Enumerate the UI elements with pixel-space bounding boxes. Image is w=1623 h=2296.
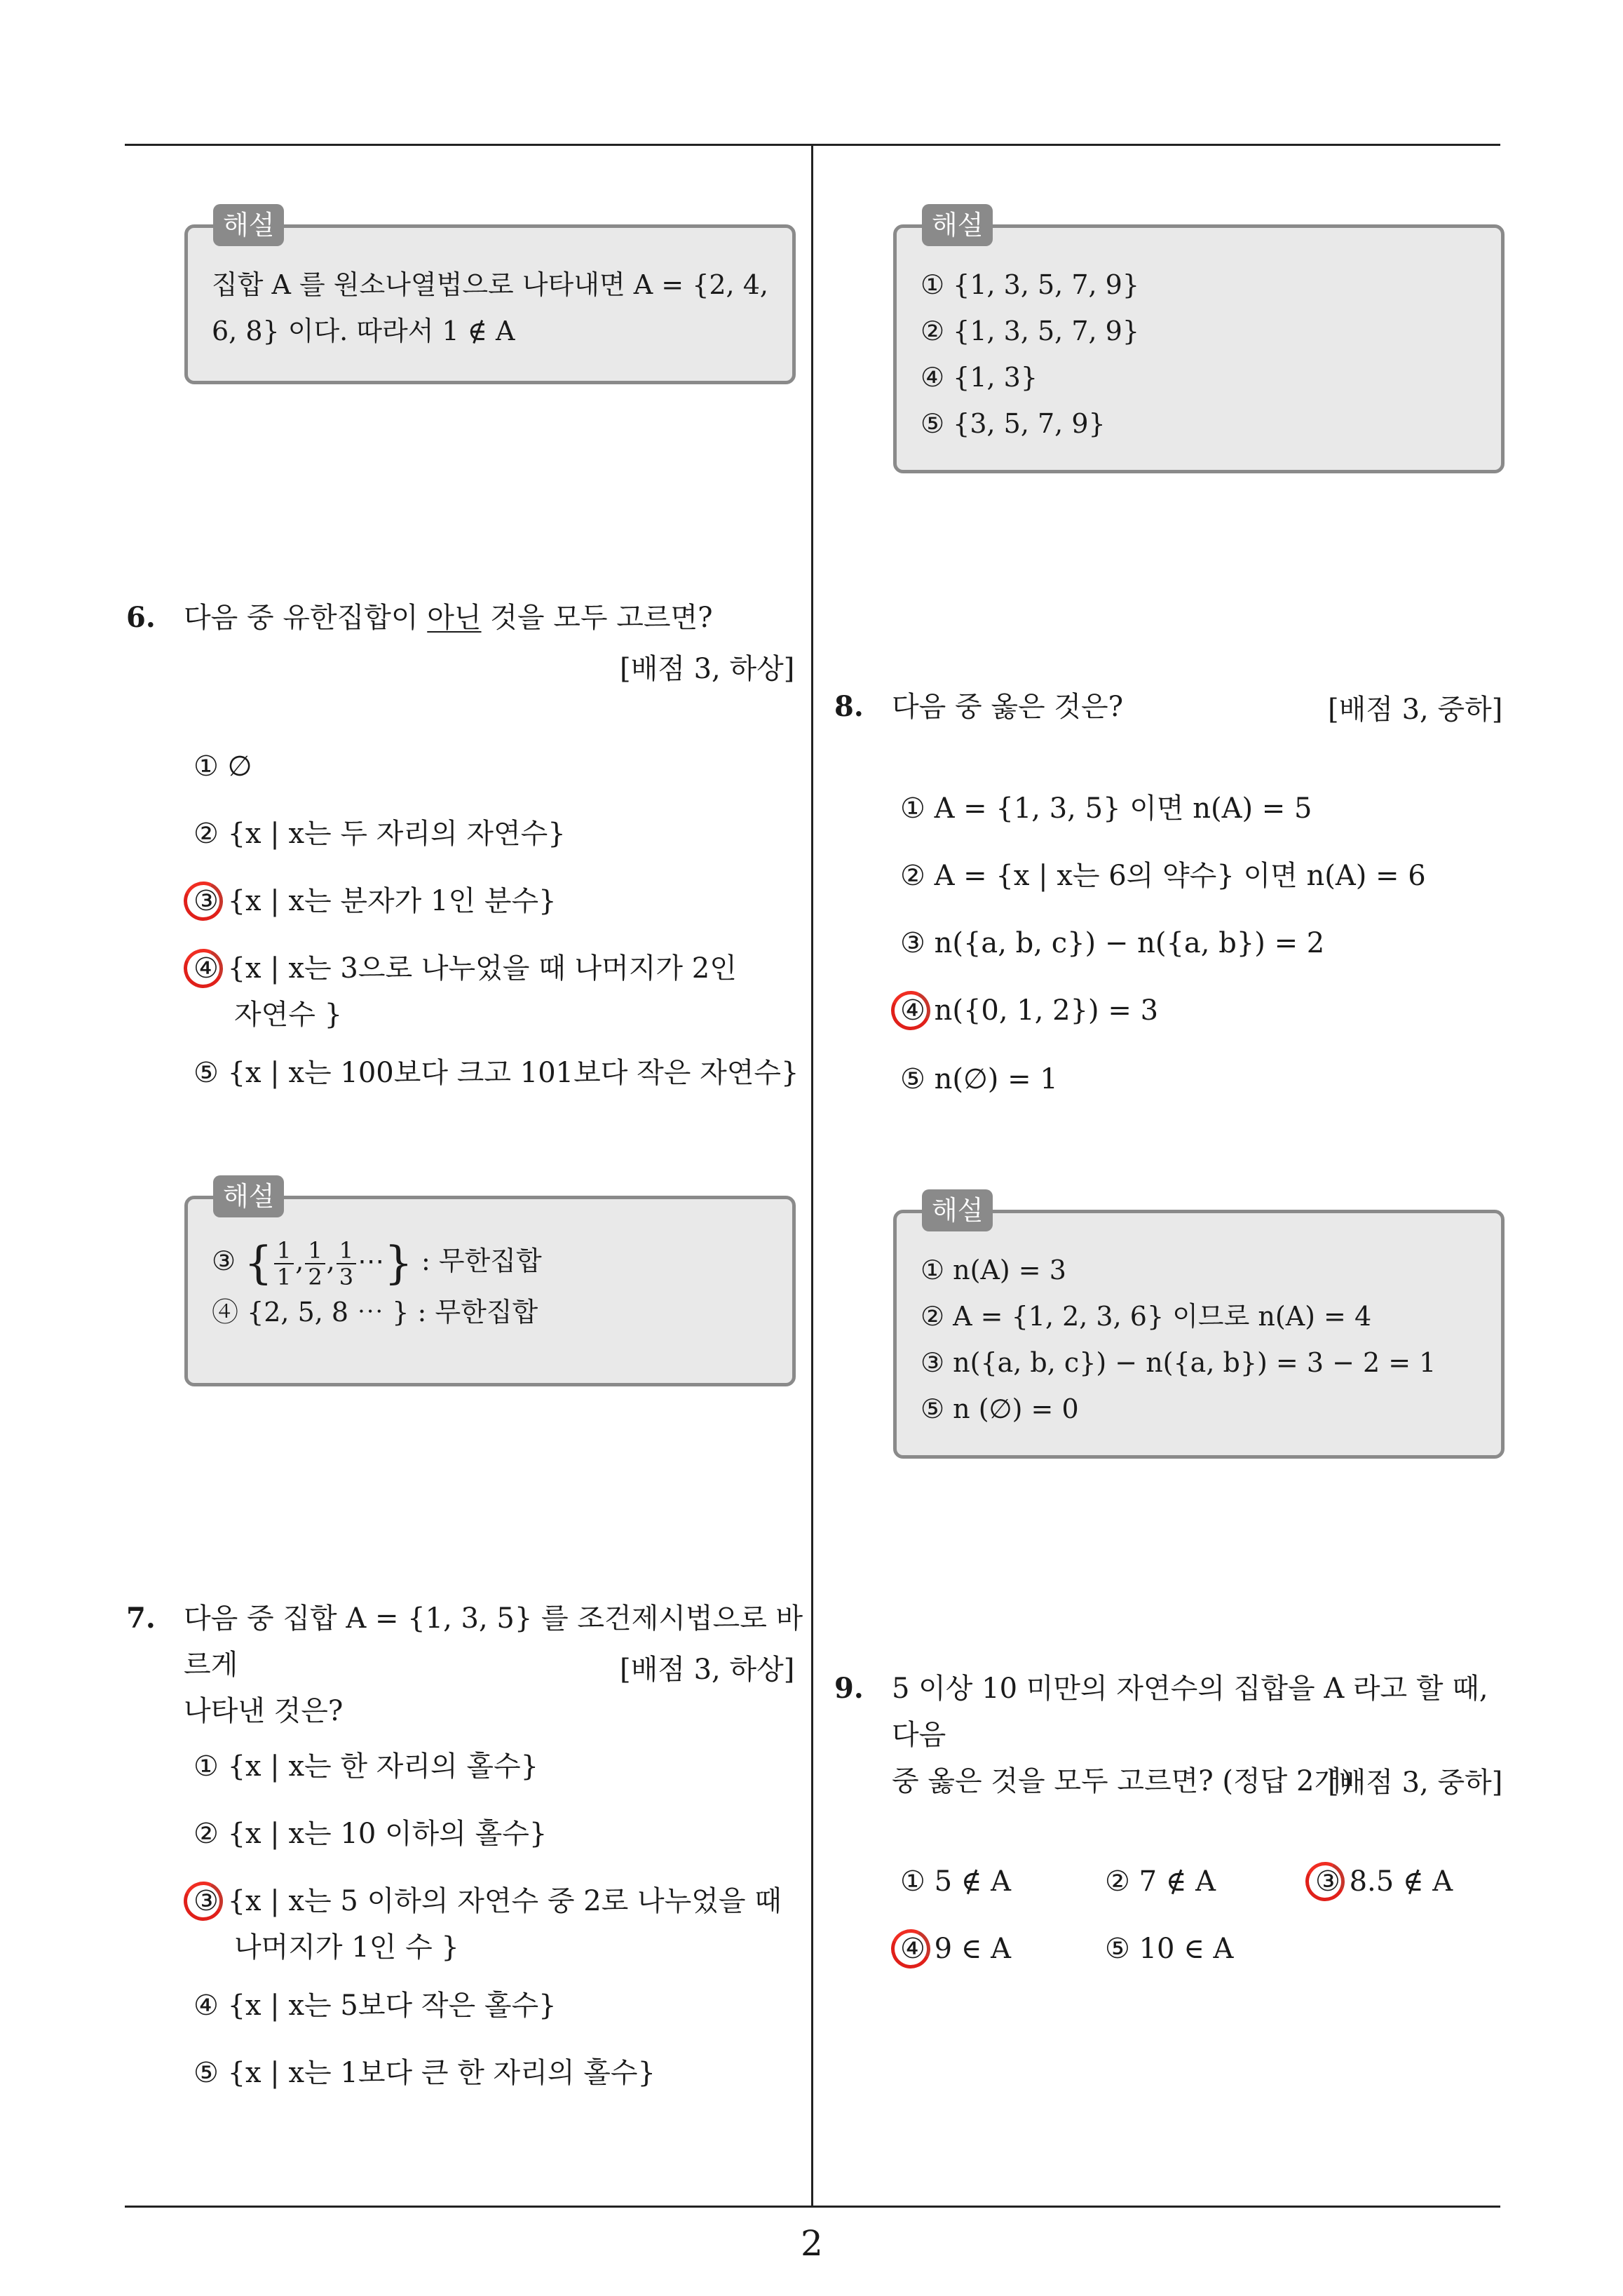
question-number: 7. <box>126 1602 156 1635</box>
explanation-tag: 해설 <box>922 204 993 246</box>
explanation-line: ④ {2, 5, 8 ⋯ } : 무한집합 <box>212 1297 538 1328</box>
option-3: ③ 8.5 ∉ A <box>1315 1865 1453 1898</box>
question-number: 6. <box>126 601 156 634</box>
explanation-tag: 해설 <box>922 1189 993 1231</box>
option-1: ① A = {1, 3, 5} 이면 n(A) = 5 <box>900 792 1312 825</box>
explanation-line: ③ n({a, b, c}) − n({a, b}) = 3 − 2 = 1 <box>921 1347 1437 1378</box>
score-label: [배점 3, 중하] <box>1328 694 1503 726</box>
question-text: 5 이상 10 미만의 자연수의 집합을 A 라고 할 때, 다음 중 옳은 것을 모두 고르면? (정답 2개) <box>892 1673 1488 1797</box>
explanation-line: ② A = {1, 2, 3, 6} 이므로 n(A) = 4 <box>921 1301 1372 1332</box>
option-5: ⑤ {x | x는 100보다 크고 101보다 작은 자연수} <box>193 1057 799 1089</box>
option-2: ② 7 ∉ A <box>1105 1865 1216 1898</box>
question-number: 9. <box>834 1672 864 1705</box>
explanation-line: ③ { $\frac{1}{1}$ , $\frac{1}{2}$ , $\frac{1}{3}$ ⋯} : 무한집합 <box>212 1236 542 1290</box>
explanation-tag: 해설 <box>213 204 284 246</box>
option-3: ③ {x | x는 분자가 1인 분수} <box>193 885 557 917</box>
question-text: 다음 중 유한집합이 아닌 것을 모두 고르면? <box>184 602 713 634</box>
option-4: ④ n({0, 1, 2}) = 3 <box>900 994 1159 1027</box>
question-6 <box>126 595 799 641</box>
option-1: ① 5 ∉ A <box>900 1865 1011 1898</box>
option-5: ⑤ n(∅) = 1 <box>900 1063 1058 1095</box>
underlined-word: 아닌 <box>427 602 482 634</box>
score-label: [배점 3, 하상] <box>620 1654 795 1686</box>
column-divider <box>811 144 813 2207</box>
option-4: ④ {x | x는 3으로 나누었을 때 나머지가 2인 자연수 } <box>193 952 737 1031</box>
score-label: [배점 3, 중하] <box>1328 1767 1503 1799</box>
bottom-rule <box>125 2206 1500 2208</box>
explanation-box-q4 <box>893 210 1505 473</box>
explanation-line: ⑤ {3, 5, 7, 9} <box>921 408 1106 439</box>
option-2: ② {x | x는 두 자리의 자연수} <box>193 818 566 850</box>
option-4: ④ {x | x는 5보다 작은 홀수} <box>193 1990 557 2022</box>
option-3: ③ {x | x는 5 이하의 자연수 중 2로 나누었을 때 나머지가 1인 수 } <box>193 1885 782 1964</box>
explanation-tag: 해설 <box>213 1175 284 1217</box>
option-1: ① {x | x는 한 자리의 홀수} <box>193 1750 539 1783</box>
explanation-line: ① {1, 3, 5, 7, 9} <box>921 269 1140 300</box>
option-2: ② A = {x | x는 6의 약수} 이면 n(A) = 6 <box>900 860 1426 892</box>
question-number: 8. <box>834 690 864 723</box>
explanation-box-q6 <box>184 1181 796 1386</box>
explanation-box-q5 <box>184 210 796 384</box>
option-1: ① ∅ <box>193 750 252 783</box>
explanation-line: 6, 8} 이다. 따라서 1 ∉ A <box>212 316 515 346</box>
question-text: 다음 중 집합 A = {1, 3, 5} 를 조건제시법으로 바르게 나타낸 것은? <box>184 1602 803 1727</box>
option-3: ③ n({a, b, c}) − n({a, b}) = 2 <box>900 927 1325 959</box>
explanation-box-q8 <box>893 1195 1505 1459</box>
score-label: [배점 3, 하상] <box>620 653 795 685</box>
explanation-line: 집합 A 를 원소나열법으로 나타내면 A = {2, 4, <box>212 269 768 300</box>
option-5: ⑤ 10 ∈ A <box>1105 1933 1234 1965</box>
explanation-line: ① n(A) = 3 <box>921 1255 1066 1285</box>
explanation-line: ② {1, 3, 5, 7, 9} <box>921 316 1140 346</box>
explanation-line: ④ {1, 3} <box>921 362 1038 393</box>
option-2: ② {x | x는 10 이하의 홀수} <box>193 1818 548 1850</box>
explanation-line: ⑤ n (∅) = 0 <box>921 1393 1079 1424</box>
page-number: 2 <box>801 2223 823 2264</box>
option-5: ⑤ {x | x는 1보다 큰 한 자리의 홀수} <box>193 2057 656 2089</box>
question-8 <box>834 684 1325 730</box>
option-4: ④ 9 ∈ A <box>900 1933 1011 1965</box>
question-text: 다음 중 옳은 것은? <box>892 691 1124 723</box>
